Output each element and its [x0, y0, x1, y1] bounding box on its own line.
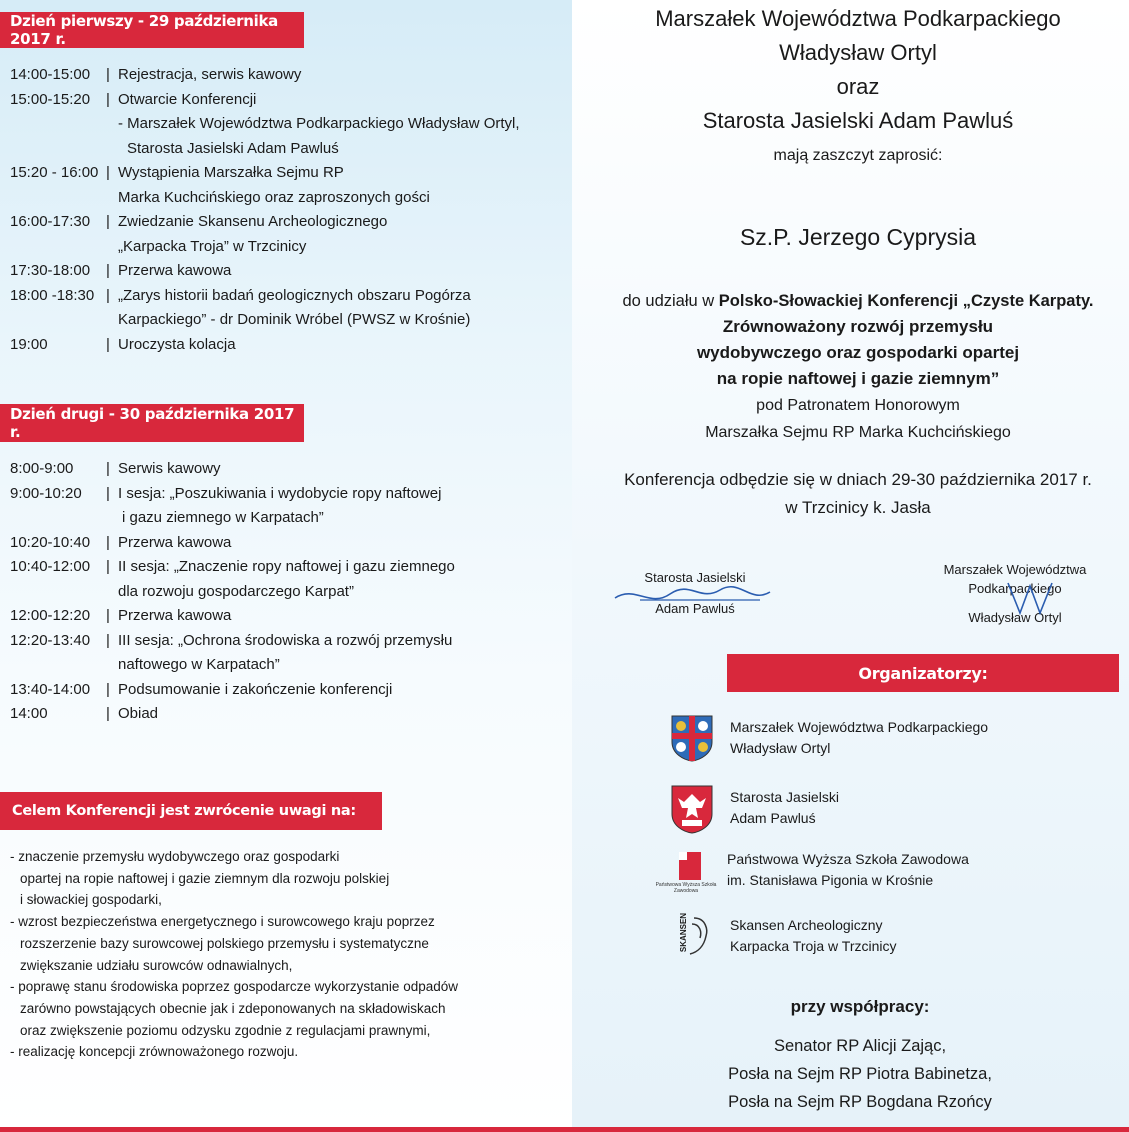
row-sep: | [106, 705, 110, 722]
pwsz-logo-caption: Państwowa Wyższa Szkoła Zawodowa [655, 882, 717, 894]
row-sep: | [106, 164, 110, 181]
row-time: 12:20-13:40 [10, 631, 91, 649]
organizer-text [730, 787, 839, 829]
program-row [10, 63, 520, 88]
organizer-line: Starosta Jasielski [730, 789, 839, 805]
inviter-2: Starosta Jasielski Adam Pawluś [702, 108, 1014, 133]
row-time: 18:00 -18:30 [10, 286, 95, 304]
day1-program [10, 63, 520, 357]
goal-line: - realizację koncepcji zrównoważonego rozwoju. [10, 1044, 299, 1060]
signature-right-title: Marszałek Województwa [943, 562, 1087, 577]
goal-line: opartej na ropie naftowej i gazie ziemnym dla rozwoju polskiej [20, 870, 390, 886]
inviter-1-name: Władysław Ortyl [779, 40, 937, 65]
row-desc: „Zarys historii badań geologicznych obszaru Pogórza [118, 286, 471, 304]
patronage-line1: pod Patronatem Honorowym [756, 397, 960, 414]
signature-right-name: Władysław Ortyl [968, 610, 1062, 625]
goal-line: rozszerzenie bazy surowcowej polskiego przemysłu i systematyczne [20, 935, 429, 951]
bottom-accent-line [0, 1127, 1129, 1132]
goal-line: - wzrost bezpieczeństwa energetycznego i surowcowego kraju poprzez [10, 914, 435, 930]
organizer-text [730, 915, 897, 957]
day1-banner [0, 12, 304, 48]
row-sep: | [106, 558, 110, 575]
row-desc: Serwis kawowy [118, 460, 221, 477]
row-time: 8:00-9:00 [10, 460, 74, 477]
inviter-1: Marszałek Województwa Podkarpackiego [655, 6, 1061, 31]
conference-title-line3: wydobywczego oraz gospodarki opartej [696, 343, 1020, 362]
podkarpackie-coat-of-arms-icon [670, 714, 718, 762]
row-desc: II sesja: „Znaczenie ropy naftowej i gazu ziemnego [118, 558, 455, 575]
inviter-and: oraz [836, 74, 880, 99]
program-row [10, 482, 455, 507]
program-row [10, 531, 455, 556]
pwsz-krosno-logo-icon [655, 846, 717, 894]
row-time: 15:20 - 16:00 [10, 164, 99, 181]
guest-name [590, 220, 1126, 254]
row-sep: | [106, 213, 110, 230]
goal-line: zwiększanie udziału surowców odnawialnych, [20, 957, 293, 973]
skansen-trzcinica-logo-icon [670, 912, 718, 960]
row-desc: I sesja: „Poszukiwania i wydobycie ropy naftowej [118, 484, 442, 502]
row-continuation: Starosta Jasielski Adam Pawluś [127, 139, 339, 157]
row-desc: Otwarcie Konferencji [118, 90, 257, 108]
day2-program [10, 457, 455, 727]
organizer-line: Marszałek Województwa Podkarpackiego [730, 719, 989, 735]
organizer-text [727, 849, 969, 891]
day1-banner-text: Dzień pierwszy - 29 października 2017 r. [10, 12, 278, 48]
row-continuation: - Marszałek Województwa Podkarpackiego Władysław Ortyl, [118, 115, 520, 132]
row-continuation: „Karpacka Troja” w Trzcinicy [118, 237, 307, 255]
program-row [10, 210, 520, 235]
conference-title-line1 [590, 288, 1126, 314]
row-desc: Rejestracja, serwis kawowy [118, 66, 302, 83]
organizers-banner [727, 654, 1119, 692]
organizer-line: Władysław Ortyl [730, 740, 831, 756]
organizer-line: Adam Pawluś [730, 810, 816, 826]
row-desc: Przerwa kawowa [118, 533, 232, 551]
row-sep: | [106, 66, 110, 83]
program-row [10, 629, 455, 654]
program-row [10, 333, 520, 358]
row-sep: | [106, 680, 110, 698]
goal-line: oraz zwiększenie poziomu odzysku zgodnie z regulacjami prawnymi, [20, 1022, 431, 1038]
organizer-line: im. Stanisława Pigonia w Krośnie [727, 872, 934, 888]
program-row [10, 161, 520, 186]
row-time: 10:40-12:00 [10, 558, 91, 575]
cooperation-heading: przy współpracy: [790, 997, 930, 1016]
row-continuation: naftowego w Karpatach” [118, 656, 280, 673]
program-row [10, 702, 455, 727]
goals-banner-text: Celem Konferencji jest zwrócenie uwagi na: [12, 803, 356, 819]
row-time: 9:00-10:20 [10, 484, 82, 502]
row-desc: Obiad [118, 705, 159, 722]
conference-title-prefix: do udziału w [622, 292, 719, 310]
conference-title-line4: na ropie naftowej i gazie ziemnym” [716, 369, 1000, 388]
cooperation-line: Senator RP Alicji Zając, [773, 1037, 947, 1055]
organizer-line: Państwowa Wyższa Szkoła Zawodowa [727, 851, 969, 867]
program-row [10, 259, 520, 284]
program-row [10, 604, 455, 629]
signature-right [930, 560, 1100, 627]
row-desc: Zwiedzanie Skansenu Archeologicznego [118, 213, 388, 230]
goal-line: - poprawę stanu środowiska poprzez gospodarcze wykorzystanie odpadów [10, 979, 458, 995]
invitation-phrase: mają zaszczyt zaprosić: [773, 147, 943, 164]
row-time: 17:30-18:00 [10, 262, 91, 279]
row-time: 13:40-14:00 [10, 680, 91, 698]
conference-title-line2: Zrównoważony rozwój przemysłu [722, 317, 994, 336]
row-desc: Uroczysta kolacja [118, 335, 236, 353]
program-row [10, 88, 520, 113]
row-continuation: Marka Kuchcińskiego oraz zaproszonych gości [118, 188, 430, 206]
signature-left-title: Starosta Jasielski [644, 570, 746, 585]
cooperation-line: Posła na Sejm RP Bogdana Rzońcy [728, 1093, 992, 1111]
row-time: 19:00 [10, 335, 48, 353]
organizer-item [670, 714, 988, 762]
conference-title [590, 288, 1126, 446]
conference-date-line1: Konferencja odbędzie się w dniach 29-30 października 2017 r. [624, 470, 1092, 489]
goal-line: - znaczenie przemysłu wydobywczego oraz gospodarki [10, 849, 340, 864]
program-row [10, 555, 455, 580]
organizer-line: Karpacka Troja w Trzcinicy [730, 938, 897, 954]
row-time: 16:00-17:30 [10, 213, 91, 230]
cooperation [700, 992, 1020, 1116]
row-sep: | [106, 286, 110, 304]
guest-name-text: Sz.P. Jerzego Cyprysia [739, 224, 977, 250]
goal-line: i słowackiej gospodarki, [20, 892, 162, 908]
invitation-header [590, 2, 1126, 168]
row-sep: | [106, 631, 110, 649]
row-desc: III sesja: „Ochrona środowiska a rozwój przemysłu [118, 631, 453, 649]
signature-left-name: Adam Pawluś [655, 601, 735, 616]
row-continuation: dla rozwoju gospodarczego Karpat” [118, 582, 354, 600]
organizer-item [670, 912, 897, 960]
row-sep: | [106, 262, 110, 279]
organizer-text [730, 717, 988, 759]
conference-date-line2: w Trzcinicy k. Jasła [785, 498, 931, 517]
goals-list [10, 846, 458, 1063]
row-time: 12:00-12:20 [10, 607, 91, 624]
row-continuation: i gazu ziemnego w Karpatach” [122, 509, 324, 526]
conference-date [590, 466, 1126, 522]
organizer-line: Skansen Archeologiczny [730, 917, 883, 933]
row-time: 10:20-10:40 [10, 533, 91, 551]
row-desc: Wystąpienia Marszałka Sejmu RP [118, 164, 344, 181]
organizer-item [670, 784, 839, 832]
cooperation-line: Posła na Sejm RP Piotra Babinetza, [728, 1065, 992, 1083]
row-sep: | [106, 484, 110, 502]
patronage-line2: Marszałka Sejmu RP Marka Kuchcińskiego [705, 424, 1011, 441]
conference-title-bold: Polsko-Słowackiej Konferencji „Czyste Karpaty. [718, 292, 1094, 310]
signature-right-title2: Podkarpackiego [968, 581, 1062, 596]
row-desc: Przerwa kawowa [118, 607, 232, 624]
goal-line: zarówno powstających obecnie jak i zdeponowanych na składowiskach [20, 1000, 446, 1016]
jaslo-county-coat-of-arms-icon [670, 784, 718, 832]
organizers-banner-text: Organizatorzy: [858, 663, 988, 683]
row-time: 15:00-15:20 [10, 90, 91, 108]
program-row [10, 457, 455, 482]
row-sep: | [106, 607, 110, 624]
signature-left [610, 568, 780, 618]
row-continuation: Karpackiego” - dr Dominik Wróbel (PWSZ w Krośnie) [118, 311, 471, 328]
goals-banner [0, 792, 382, 830]
row-desc: Podsumowanie i zakończenie konferencji [118, 680, 393, 698]
row-sep: | [106, 90, 110, 108]
row-sep: | [106, 335, 110, 353]
organizer-item [655, 846, 969, 894]
handwritten-signature-right [1000, 578, 1060, 618]
row-desc: Przerwa kawowa [118, 262, 232, 279]
row-sep: | [106, 460, 110, 477]
program-row [10, 678, 455, 703]
row-time: 14:00-15:00 [10, 66, 91, 83]
skansen-logo-caption: SKANSEN [679, 912, 689, 953]
program-row [10, 284, 520, 309]
row-sep: | [106, 533, 110, 551]
day2-banner [0, 404, 304, 442]
day2-banner-text: Dzień drugi - 30 października 2017 r. [10, 405, 295, 441]
row-time: 14:00 [10, 705, 48, 722]
handwritten-signature-left [610, 580, 780, 610]
